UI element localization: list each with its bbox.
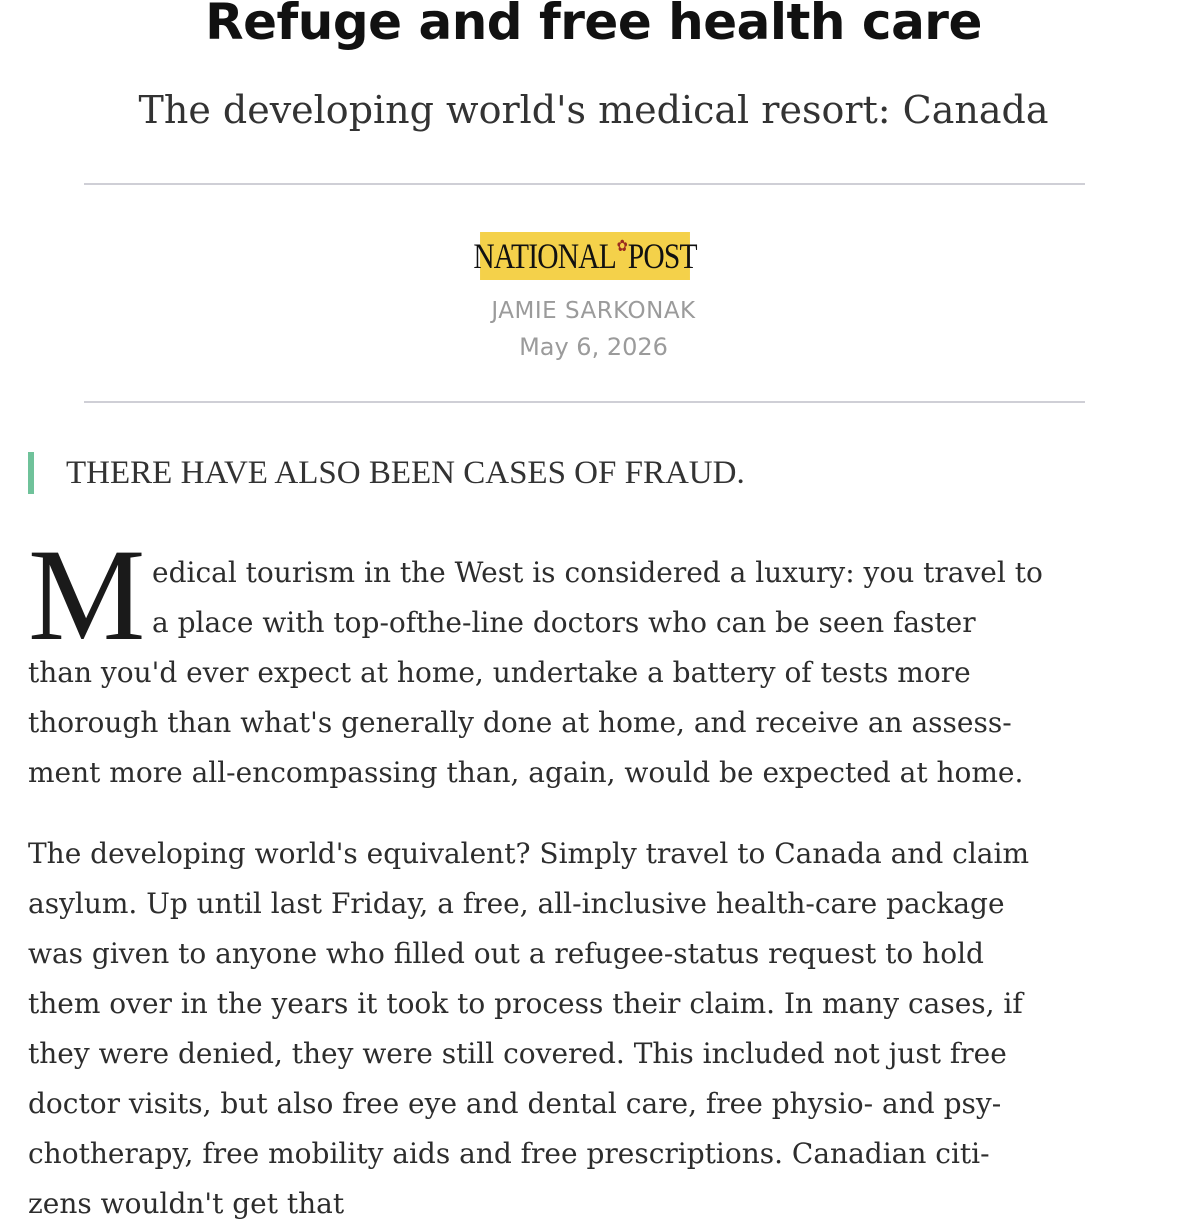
paragraph-line: was given to anyone who filled out a refugee-status request to hold <box>28 937 984 970</box>
paragraph-line: doctor visits, but also free eye and dental care, free physio- and psy- <box>28 1087 1002 1120</box>
paragraph-line: The developing world's equivalent? Simply travel to Canada and claim <box>28 837 1029 870</box>
pull-quote: THERE HAVE ALSO BEEN CASES OF FRAUD. <box>66 455 745 491</box>
divider-top <box>84 183 1085 185</box>
paragraph-line: them over in the years it took to process their claim. In many cases, if <box>28 987 1023 1020</box>
paragraph-line: asylum. Up until last Friday, a free, all-inclusive health-care package <box>28 887 1005 920</box>
paragraph-line: thorough than what's generally done at home, and receive an assess- <box>28 706 1012 739</box>
paragraph-line: than you'd ever expect at home, undertake a battery of tests more <box>28 656 971 689</box>
paragraph-line: edical tourism in the West is considered a luxury: you travel to <box>152 556 1043 589</box>
publication-logo[interactable] <box>473 232 697 280</box>
paragraph-line: they were denied, they were still covered. This included not just free <box>28 1037 1007 1070</box>
drop-cap: M <box>28 521 146 668</box>
paragraph-line: ment more all-encompassing than, again, would be expected at home. <box>28 756 1024 789</box>
author-byline[interactable]: JAMIE SARKONAK <box>491 298 696 324</box>
logo-text-left: NATIONAL <box>473 236 616 276</box>
paragraph-line: zens wouldn't get that <box>28 1187 345 1220</box>
article-headline: Refuge and free health care <box>205 0 982 51</box>
paragraph-line: a place with top-ofthe-line doctors who can be seen faster <box>152 606 976 639</box>
paragraph-line: chotherapy, free mobility aids and free prescriptions. Canadian citi- <box>28 1137 990 1170</box>
divider-bottom <box>84 401 1085 403</box>
article-subheadline: The developing world's medical resort: Canada <box>138 88 1049 132</box>
publish-date: May 6, 2026 <box>519 333 668 361</box>
logo-text-right: POST <box>627 236 697 276</box>
pull-quote-bar <box>28 452 34 494</box>
maple-leaf-icon: ✿ <box>616 238 627 255</box>
